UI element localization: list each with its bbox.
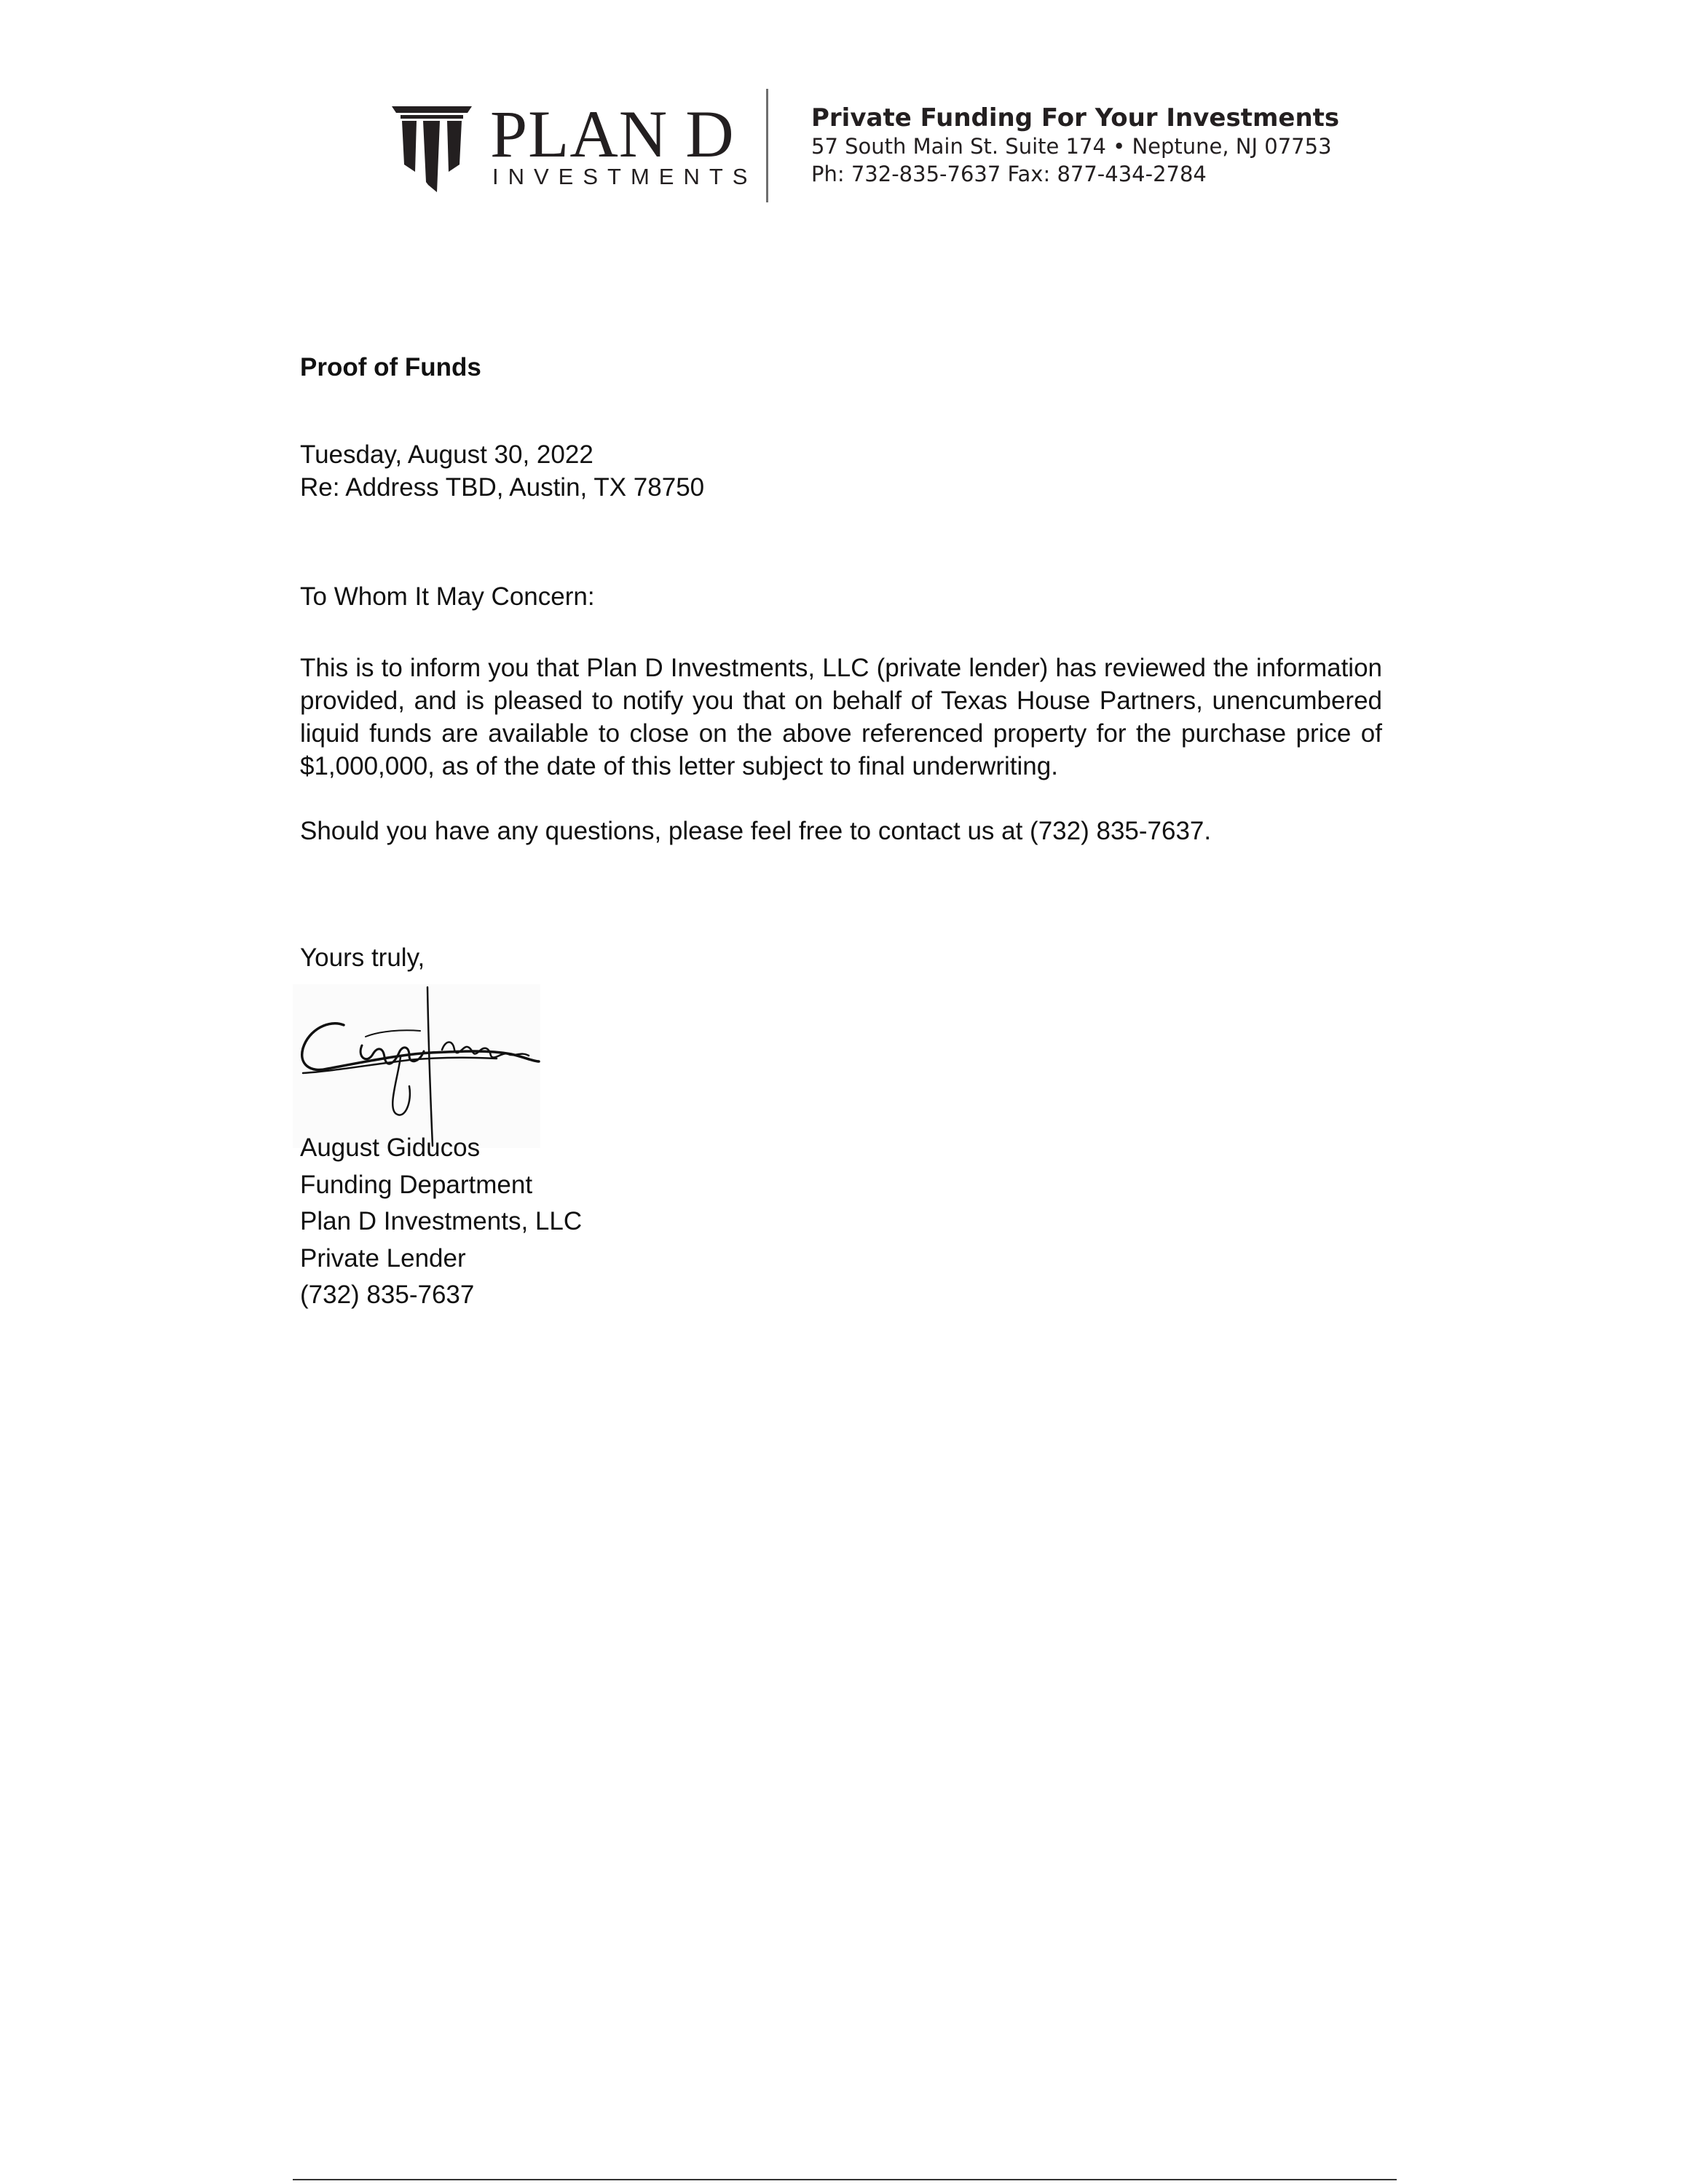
pillar-icon: [392, 106, 472, 194]
company-name: PLAN D: [490, 97, 735, 171]
letter-content: [300, 351, 1382, 1314]
company-address: 57 South Main St. Suite 174 • Neptune, NJ 07753: [811, 134, 1332, 159]
signatory-role: Private Lender: [300, 1243, 466, 1273]
letterhead-contact: [811, 103, 1339, 188]
signatory-name: August Giducos: [300, 1133, 481, 1162]
contact-paragraph: Should you have any questions, please feel free to contact us at (732) 835-7637.: [300, 817, 1212, 845]
signatory-department: Funding Department: [300, 1170, 533, 1199]
letter-reference: Re: Address TBD, Austin, TX 78750: [300, 473, 705, 502]
handwritten-signature-icon: [293, 984, 540, 1148]
salutation: To Whom It May Concern:: [300, 582, 595, 611]
company-logo: [392, 97, 757, 191]
signature-block: [300, 1130, 1382, 1314]
letter-date: Tuesday, August 30, 2022: [300, 440, 593, 469]
signatory-phone: (732) 835-7637: [300, 1281, 475, 1309]
letterhead-divider: [766, 89, 768, 202]
document-title: Proof of Funds: [300, 353, 481, 381]
company-tagline: Private Funding For Your Investments: [811, 103, 1340, 132]
company-phone-fax: Ph: 732-835-7637 Fax: 877-434-2784: [811, 162, 1207, 186]
letterhead: [0, 0, 1688, 218]
signatory-company: Plan D Investments, LLC: [300, 1207, 583, 1235]
closing: Yours truly,: [300, 943, 425, 972]
body-paragraph: This is to inform you that Plan D Investments, LLC (private lender) has reviewed the information provided, and is pleased to notify you that on behalf of Texas House Partners, unencumbered liquid funds are available to close on the above referenced property for the purchase price of $1,000,000, as of the date of this letter subject to final underwriting.: [300, 654, 1382, 780]
company-subtitle: INVESTMENTS: [492, 164, 757, 189]
footer-rule: [293, 2179, 1397, 2180]
